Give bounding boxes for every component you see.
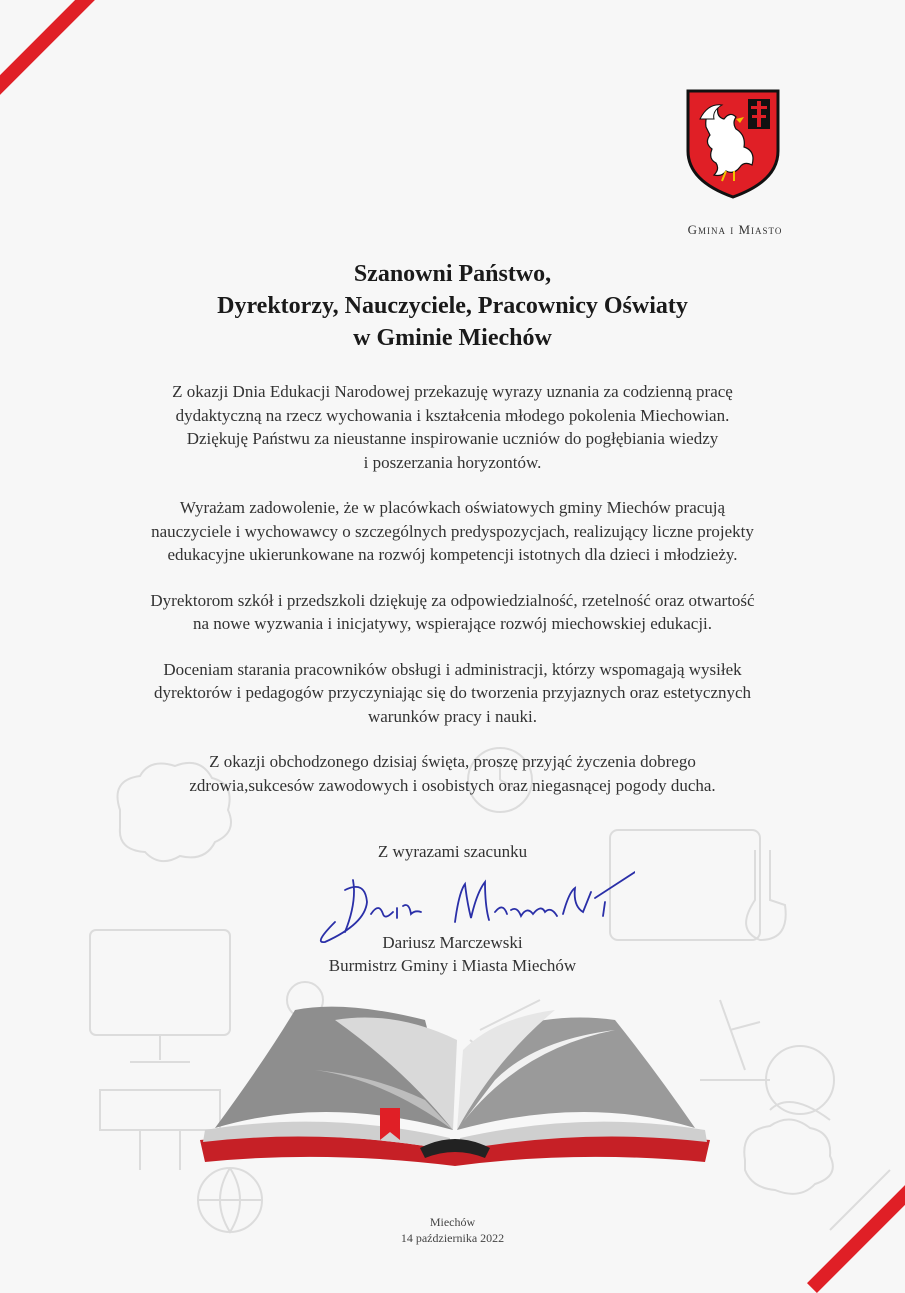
paragraph-4: Doceniam starania pracowników obsługi i administracji, którzy wspomagają wysiłek dyrektorów i pedagogów przyczyniając się do tworzenia przyjaznych oraz estetycznych warunków pracy i nauki. (153, 659, 752, 726)
paragraph-1: Z okazji Dnia Edukacji Narodowej przekazuję wyrazy uznania za codzienną pracę dydaktyczną na rzecz wychowania i kształcenia młodego pokolenia Miechowian. Dziękuję Państwu za nieustanne inspirowanie uczniów do pogłębiania wiedzy i poszerzania horyzontów. (172, 382, 733, 472)
heading-line-3: w Gminie Miechów (353, 325, 552, 351)
signer-name: Dariusz Marczewski (382, 933, 523, 952)
letter-heading (0, 258, 905, 354)
paragraph-3: Dyrektorom szkół i przedszkoli dziękuję za odpowiedzialność, rzetelność oraz otwartość na nowe wyzwania i inicjatywy, wspierające rozwój miechowskiej edukacji. (150, 590, 755, 633)
closing-phrase: Z wyrazami szacunku (377, 842, 528, 861)
letter-body (120, 380, 785, 819)
paragraph-5: Z okazji obchodzonego dzisiaj święta, proszę przyjąć życzenia dobrego zdrowia,sukcesów zawodowych i osobistych oraz niegasnącej pogody ducha. (189, 752, 716, 795)
coat-of-arms-icon (686, 89, 780, 199)
paragraph-2: Wyrażam zadowolenie, że w placówkach oświatowych gminy Miechów pracują nauczyciele i wychowawcy o szczególnych predyspozycjach, realizujący liczne projekty edukacyjne ukierunkowane na rozwój kompetencji istotnych dla dzieci i młodzieży. (151, 498, 754, 564)
signer-title: Burmistrz Gminy i Miasta Miechów (328, 956, 577, 975)
open-book-icon (195, 980, 715, 1170)
footer-place: Miechów (429, 1215, 476, 1229)
corner-ribbon-top-left (0, 0, 98, 103)
heading-line-1: Szanowni Państwo, (353, 261, 552, 287)
footer-date: 14 października 2022 (400, 1231, 505, 1245)
heading-line-2: Dyrektorzy, Nauczyciele, Pracownicy Oświaty (217, 293, 688, 319)
org-name: Gmina i Miasto (687, 222, 783, 237)
